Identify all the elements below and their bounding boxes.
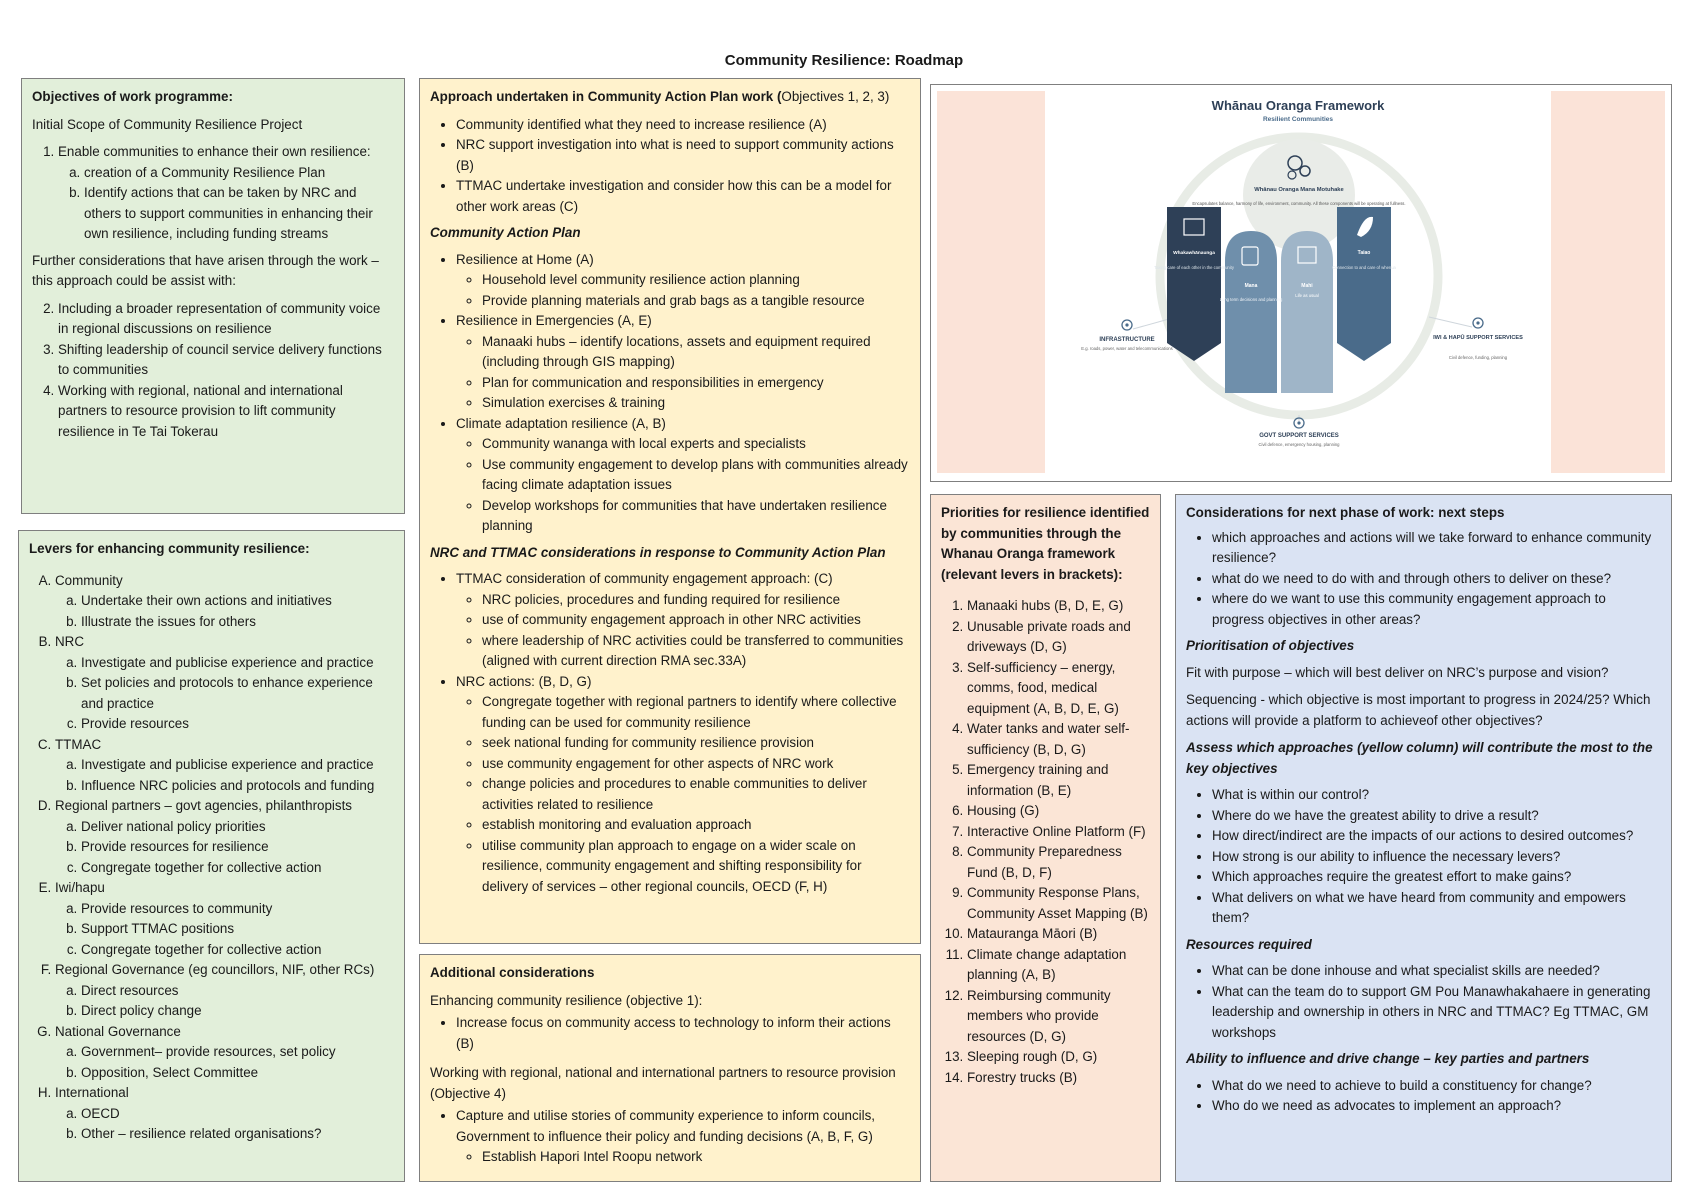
list-item: • NRC support investigation into what is need to support community actions (B) xyxy=(456,135,910,176)
list-item: 9. Community Response Plans, Community Asset Mapping (B) xyxy=(967,883,1150,924)
infra-text: E.g. roads, power, water and telecommunications xyxy=(1081,346,1173,351)
iwi-text: Civil defence, funding, planning xyxy=(1448,355,1508,360)
list-item: 3. Self-sufficiency – energy, comms, food, medical equipment (A, B, D, E, G) xyxy=(967,658,1150,720)
list-item xyxy=(456,569,910,672)
gear-icon xyxy=(1473,318,1483,328)
list-item: • where do we want to use this community engagement approach to progress objectives in other areas? xyxy=(1212,589,1661,630)
list-item: b. Opposition, Select Committee xyxy=(81,1063,394,1084)
approach-heading: Approach undertaken in Community Action Plan work (Objectives 1, 2, 3) xyxy=(430,89,890,104)
res-heading: Resources required xyxy=(1186,936,1312,952)
list-item: ◦ use of community engagement approach in other NRC activities xyxy=(482,610,910,631)
list-item: • Who do we need as advocates to implement an approach? xyxy=(1212,1096,1661,1117)
list-item: b. Influence NRC policies and protocols and funding xyxy=(81,776,394,797)
list-item: 12. Reimbursing community members who provide resources (D, G) xyxy=(967,986,1150,1048)
list-item: ◦ Use community engagement to develop plans with communities already facing climate adaptation issues xyxy=(482,455,910,496)
list-item xyxy=(55,735,394,797)
pillar-text: Life as usual xyxy=(1295,293,1319,298)
list-item: 1. Enable communities to enhance their own resilience: a. creation of a Community Resilience Plan b. Identify actions that can be taken by NRC and others to support communities in enhancing their own resilience, including funding streams xyxy=(58,142,394,245)
additional-p1: Enhancing community resilience (objective 1): xyxy=(430,992,703,1008)
list-item xyxy=(55,1022,394,1084)
list-item-label: International xyxy=(55,1085,129,1100)
list-item: ◦ Community wananga with local experts and specialists xyxy=(482,434,910,455)
list-item xyxy=(456,672,910,898)
list-item: • What do we need to achieve to build a constituency for change? xyxy=(1212,1076,1661,1097)
list-item: • Where do we have the greatest ability to drive a result? xyxy=(1212,806,1661,827)
sub-list xyxy=(55,1042,394,1083)
sub-list xyxy=(456,332,910,414)
sub-list xyxy=(55,899,394,961)
next-steps-box xyxy=(1175,494,1672,1182)
list-item: a. Deliver national policy priorities xyxy=(81,817,394,838)
sub-list xyxy=(55,653,394,735)
list-item-label: Community xyxy=(55,572,123,588)
list-item: ◦ utilise community plan approach to engage on a wider scale on resilience, community engagement and shifting responsibility for delivery of services – other regional councils, OECD (F, H) xyxy=(482,836,910,898)
list-item: 3. Shifting leadership of council service delivery functions to communities xyxy=(58,340,394,381)
pillar-name: Mahi xyxy=(1301,283,1313,289)
list-item: • How strong is our ability to influence the necessary levers? xyxy=(1212,847,1661,868)
list-item xyxy=(456,311,910,414)
list-item-label: Resilience at Home (A) xyxy=(456,251,594,267)
pillar-text: Taking care of each other in the community xyxy=(1154,265,1234,270)
pillar-name: Whakawhānaunga xyxy=(1173,251,1215,256)
list-item: ◦ Household level community resilience action planning xyxy=(482,270,910,291)
objectives-heading: Objectives of work programme: xyxy=(32,89,233,104)
list-item: b. Set policies and protocols to enhance experience and practice xyxy=(81,673,394,714)
pillar-name: Mana xyxy=(1244,283,1258,289)
framework-figure xyxy=(930,84,1672,482)
cap-heading: Community Action Plan xyxy=(430,225,581,240)
additional-heading: Additional considerations xyxy=(430,965,595,980)
center-title: Whānau Oranga Mana Motuhake xyxy=(1254,187,1344,193)
levers-heading: Levers for enhancing community resilience: xyxy=(29,541,310,556)
list-item xyxy=(456,250,910,312)
nrc-list xyxy=(430,569,910,897)
list-item: ◦ Develop workshops for communities that have undertaken resilience planning xyxy=(482,496,910,537)
list-item xyxy=(55,1083,394,1145)
list-item: 5. Emergency training and information (B, E) xyxy=(967,760,1150,801)
prio-p2: Sequencing - which objective is most important to progress in 2024/25? Which actions will provide a platform to achieveof other objectives? xyxy=(1186,692,1651,728)
list-item: c. Congregate together for collective action xyxy=(81,858,394,879)
center-text: Encapsulates balance, harmony of life, environment, community. All these components will be operating at fullness. xyxy=(1192,201,1406,206)
connector-line xyxy=(1133,319,1169,329)
list-item: 14. Forestry trucks (B) xyxy=(967,1068,1150,1089)
framework-subtitle: Resilient Communities xyxy=(1262,116,1334,123)
iwi-title: IWI & HAPŪ SUPPORT SERVICES xyxy=(1433,335,1523,341)
list-item: ◦ seek national funding for community resilience provision xyxy=(482,733,910,754)
list-item: c. Congregate together for collective action xyxy=(81,940,394,961)
list-item: ◦ Provide planning materials and grab bags as a tangible resource xyxy=(482,291,910,312)
list-item: a. Investigate and publicise experience and practice xyxy=(81,755,394,776)
list-item-label: TTMAC xyxy=(55,736,102,752)
prio-p1: Fit with purpose – which will best deliver on NRC’s purpose and vision? xyxy=(1186,664,1609,680)
list-item: ◦ change policies and procedures to enable communities to deliver activities related to resilience xyxy=(482,774,910,815)
sub-list xyxy=(55,981,394,1022)
list-item: b. Support TTMAC positions xyxy=(81,919,394,940)
framework-diagram xyxy=(937,91,1665,473)
list-item: a. creation of a Community Resilience Plan xyxy=(84,163,394,184)
list-item: ◦ establish monitoring and evaluation approach xyxy=(482,815,910,836)
list-item xyxy=(55,632,394,735)
list-item: ◦ Manaaki hubs – identify locations, assets and equipment required (including through GIS mapping) xyxy=(482,332,910,373)
list-item: b. Other – resilience related organisations? xyxy=(81,1124,394,1145)
sub-list xyxy=(456,270,910,311)
list-item-label: TTMAC consideration of community engagement approach: (C) xyxy=(456,571,833,586)
objectives-list-2 xyxy=(32,299,394,443)
list-item-label: Regional Governance (eg councillors, NIF, other RCs) xyxy=(55,962,375,977)
gear-icon xyxy=(1122,320,1132,330)
list-item: • Capture and utilise stories of community experience to inform councils, Government to influence their policy and funding decisions (A, B, F, G) ◦ Establish Hapori Intel Roopu network xyxy=(456,1106,910,1168)
list-item xyxy=(55,796,394,878)
approach-bullets xyxy=(430,115,910,218)
list-item: • what do we need to do with and through others to deliver on these? xyxy=(1212,569,1661,590)
list-item xyxy=(55,878,394,960)
page-title: Community Resilience: Roadmap xyxy=(724,52,964,69)
list-item: b. Direct policy change xyxy=(81,1001,394,1022)
list-item xyxy=(456,414,910,537)
list-item: • Which approaches require the greatest effort to make gains? xyxy=(1212,867,1661,888)
list-item: 7. Interactive Online Platform (F) xyxy=(967,822,1150,843)
levers-list xyxy=(29,571,394,1145)
list-item: 11. Climate change adaptation planning (A, B) xyxy=(967,945,1150,986)
prio-heading: Prioritisation of objectives xyxy=(1186,638,1355,653)
list-item: ◦ Simulation exercises & training xyxy=(482,393,910,414)
list-item: • What is within our control? xyxy=(1212,785,1661,806)
objectives-box xyxy=(21,78,405,514)
approach-box xyxy=(419,78,921,944)
list-item: • What can be done inhouse and what specialist skills are needed? xyxy=(1212,961,1661,982)
assess-heading: Assess which approaches (yellow column) will contribute the most to the key objectives xyxy=(1186,740,1653,776)
pillar-text: Long term decisions and planning xyxy=(1219,297,1283,302)
list-item: 6. Housing (G) xyxy=(967,801,1150,822)
list-item: 10. Matauranga Māori (B) xyxy=(967,924,1150,945)
list-item: • which approaches and actions will we take forward to enhance community resilience? xyxy=(1212,528,1661,569)
sub-list xyxy=(456,434,910,537)
objectives-list-1 xyxy=(32,142,394,245)
list-item xyxy=(55,960,394,1022)
list-item-label: Iwi/hapu xyxy=(55,880,105,895)
next-heading: Considerations for next phase of work: next steps xyxy=(1186,505,1505,520)
priorities-list xyxy=(941,596,1150,1088)
list-item: a. Government– provide resources, set policy xyxy=(81,1042,394,1063)
list-item-label: Resilience in Emergencies (A, E) xyxy=(456,313,652,328)
sub-list xyxy=(55,591,394,632)
list-item: ◦ Plan for communication and responsibilities in emergency xyxy=(482,373,910,394)
sub-list xyxy=(55,817,394,879)
list-item: • What delivers on what we have heard from community and empowers them? xyxy=(1212,888,1661,929)
list-item: • What can the team do to support GM Pou Manawhakahaere in generating leadership and ownership in others in NRC and TTMAC? Eg TTMAC, GM workshops xyxy=(1212,982,1661,1044)
cap-list xyxy=(430,250,910,537)
list-item: • Community identified what they need to increase resilience (A) xyxy=(456,115,910,136)
levers-box xyxy=(18,530,405,1182)
inf-heading: Ability to influence and drive change – key parties and partners xyxy=(1186,1051,1590,1066)
list-item: • How direct/indirect are the impacts of our actions to desired outcomes? xyxy=(1212,826,1661,847)
list-item: 13. Sleeping rough (D, G) xyxy=(967,1047,1150,1068)
sub-list xyxy=(456,692,910,897)
pillar-mahi xyxy=(1281,231,1333,393)
pillar-whakawhanaunga xyxy=(1167,207,1221,361)
list-item: a. Undertake their own actions and initiatives xyxy=(81,591,394,612)
objectives-further: Further considerations that have arisen through the work – this approach could be assist with: xyxy=(32,252,379,288)
list-item: ◦ Establish Hapori Intel Roopu network xyxy=(482,1147,910,1168)
list-item-label: National Governance xyxy=(55,1023,181,1039)
infra-title: INFRASTRUCTURE xyxy=(1099,337,1155,343)
additional-p2: Working with regional, national and international partners to resource provision (Objective 4) xyxy=(430,1065,896,1101)
framework-title: Whānau Oranga Framework xyxy=(1211,98,1385,113)
list-item: a. Investigate and publicise experience and practice xyxy=(81,653,394,674)
sub-list xyxy=(55,755,394,796)
list-item: ◦ use community engagement for other aspects of NRC work xyxy=(482,754,910,775)
sub-list xyxy=(456,590,910,672)
list-item: 1. Manaaki hubs (B, D, E, G) xyxy=(967,596,1150,617)
list-item-label: NRC xyxy=(55,634,85,649)
list-item: ◦ where leadership of NRC activities could be transferred to communities (aligned with current direction RMA sec.33A) xyxy=(482,631,910,672)
list-item: b. Provide resources for resilience xyxy=(81,837,394,858)
connector-line xyxy=(1429,317,1472,327)
list-item: 2. Unusable private roads and driveways (D, G) xyxy=(967,617,1150,658)
list-item xyxy=(55,571,394,633)
nrc-heading: NRC and TTMAC considerations in response to Community Action Plan xyxy=(430,544,886,560)
list-item: a. Provide resources to community xyxy=(81,899,394,920)
govt-text: Civil defence, emergency housing, planning xyxy=(1258,442,1340,447)
list-item: 8. Community Preparedness Fund (B, D, F) xyxy=(967,842,1150,883)
pillar-mana xyxy=(1225,231,1277,393)
list-item: • TTMAC undertake investigation and consider how this can be a model for other work areas (C) xyxy=(456,176,910,217)
list-item: c. Provide resources xyxy=(81,714,394,735)
list-item: ◦ Congregate together with regional partners to identify where collective funding can be used for community resilience xyxy=(482,692,910,733)
pillar-text: Connection to and care of whenua xyxy=(1332,265,1396,270)
priorities-box xyxy=(930,494,1161,1182)
list-item-label: Climate adaptation resilience (A, B) xyxy=(456,415,666,431)
list-item: a. OECD xyxy=(81,1104,394,1125)
sub-list xyxy=(55,1104,394,1145)
pillar-name: Taiao xyxy=(1357,250,1371,256)
additional-box xyxy=(419,954,921,1182)
list-item-label: NRC actions: (B, D, G) xyxy=(456,673,592,689)
list-item: b. Identify actions that can be taken by NRC and others to support communities in enhancing their own resilience, including funding streams xyxy=(84,183,394,245)
list-item: a. Direct resources xyxy=(81,981,394,1002)
list-item: 4. Working with regional, national and international partners to resource provision to lift community resilience in Te Tai Tokerau xyxy=(58,381,394,443)
list-item: b. Illustrate the issues for others xyxy=(81,612,394,633)
objectives-scope: Initial Scope of Community Resilience Project xyxy=(32,116,303,132)
list-item: 2. Including a broader representation of community voice in regional discussions on resilience xyxy=(58,299,394,340)
list-item: • Increase focus on community access to technology to inform their actions (B) xyxy=(456,1013,910,1054)
list-item: 4. Water tanks and water self-sufficiency (B, D, G) xyxy=(967,719,1150,760)
list-item-label: Regional partners – govt agencies, philanthropists xyxy=(55,798,353,813)
priorities-heading: Priorities for resilience identified by communities through the Whanau Oranga framework (relevant levers in brackets): xyxy=(941,505,1150,582)
list-item: ◦ NRC policies, procedures and funding required for resilience xyxy=(482,590,910,611)
govt-title: GOVT SUPPORT SERVICES xyxy=(1259,433,1339,439)
